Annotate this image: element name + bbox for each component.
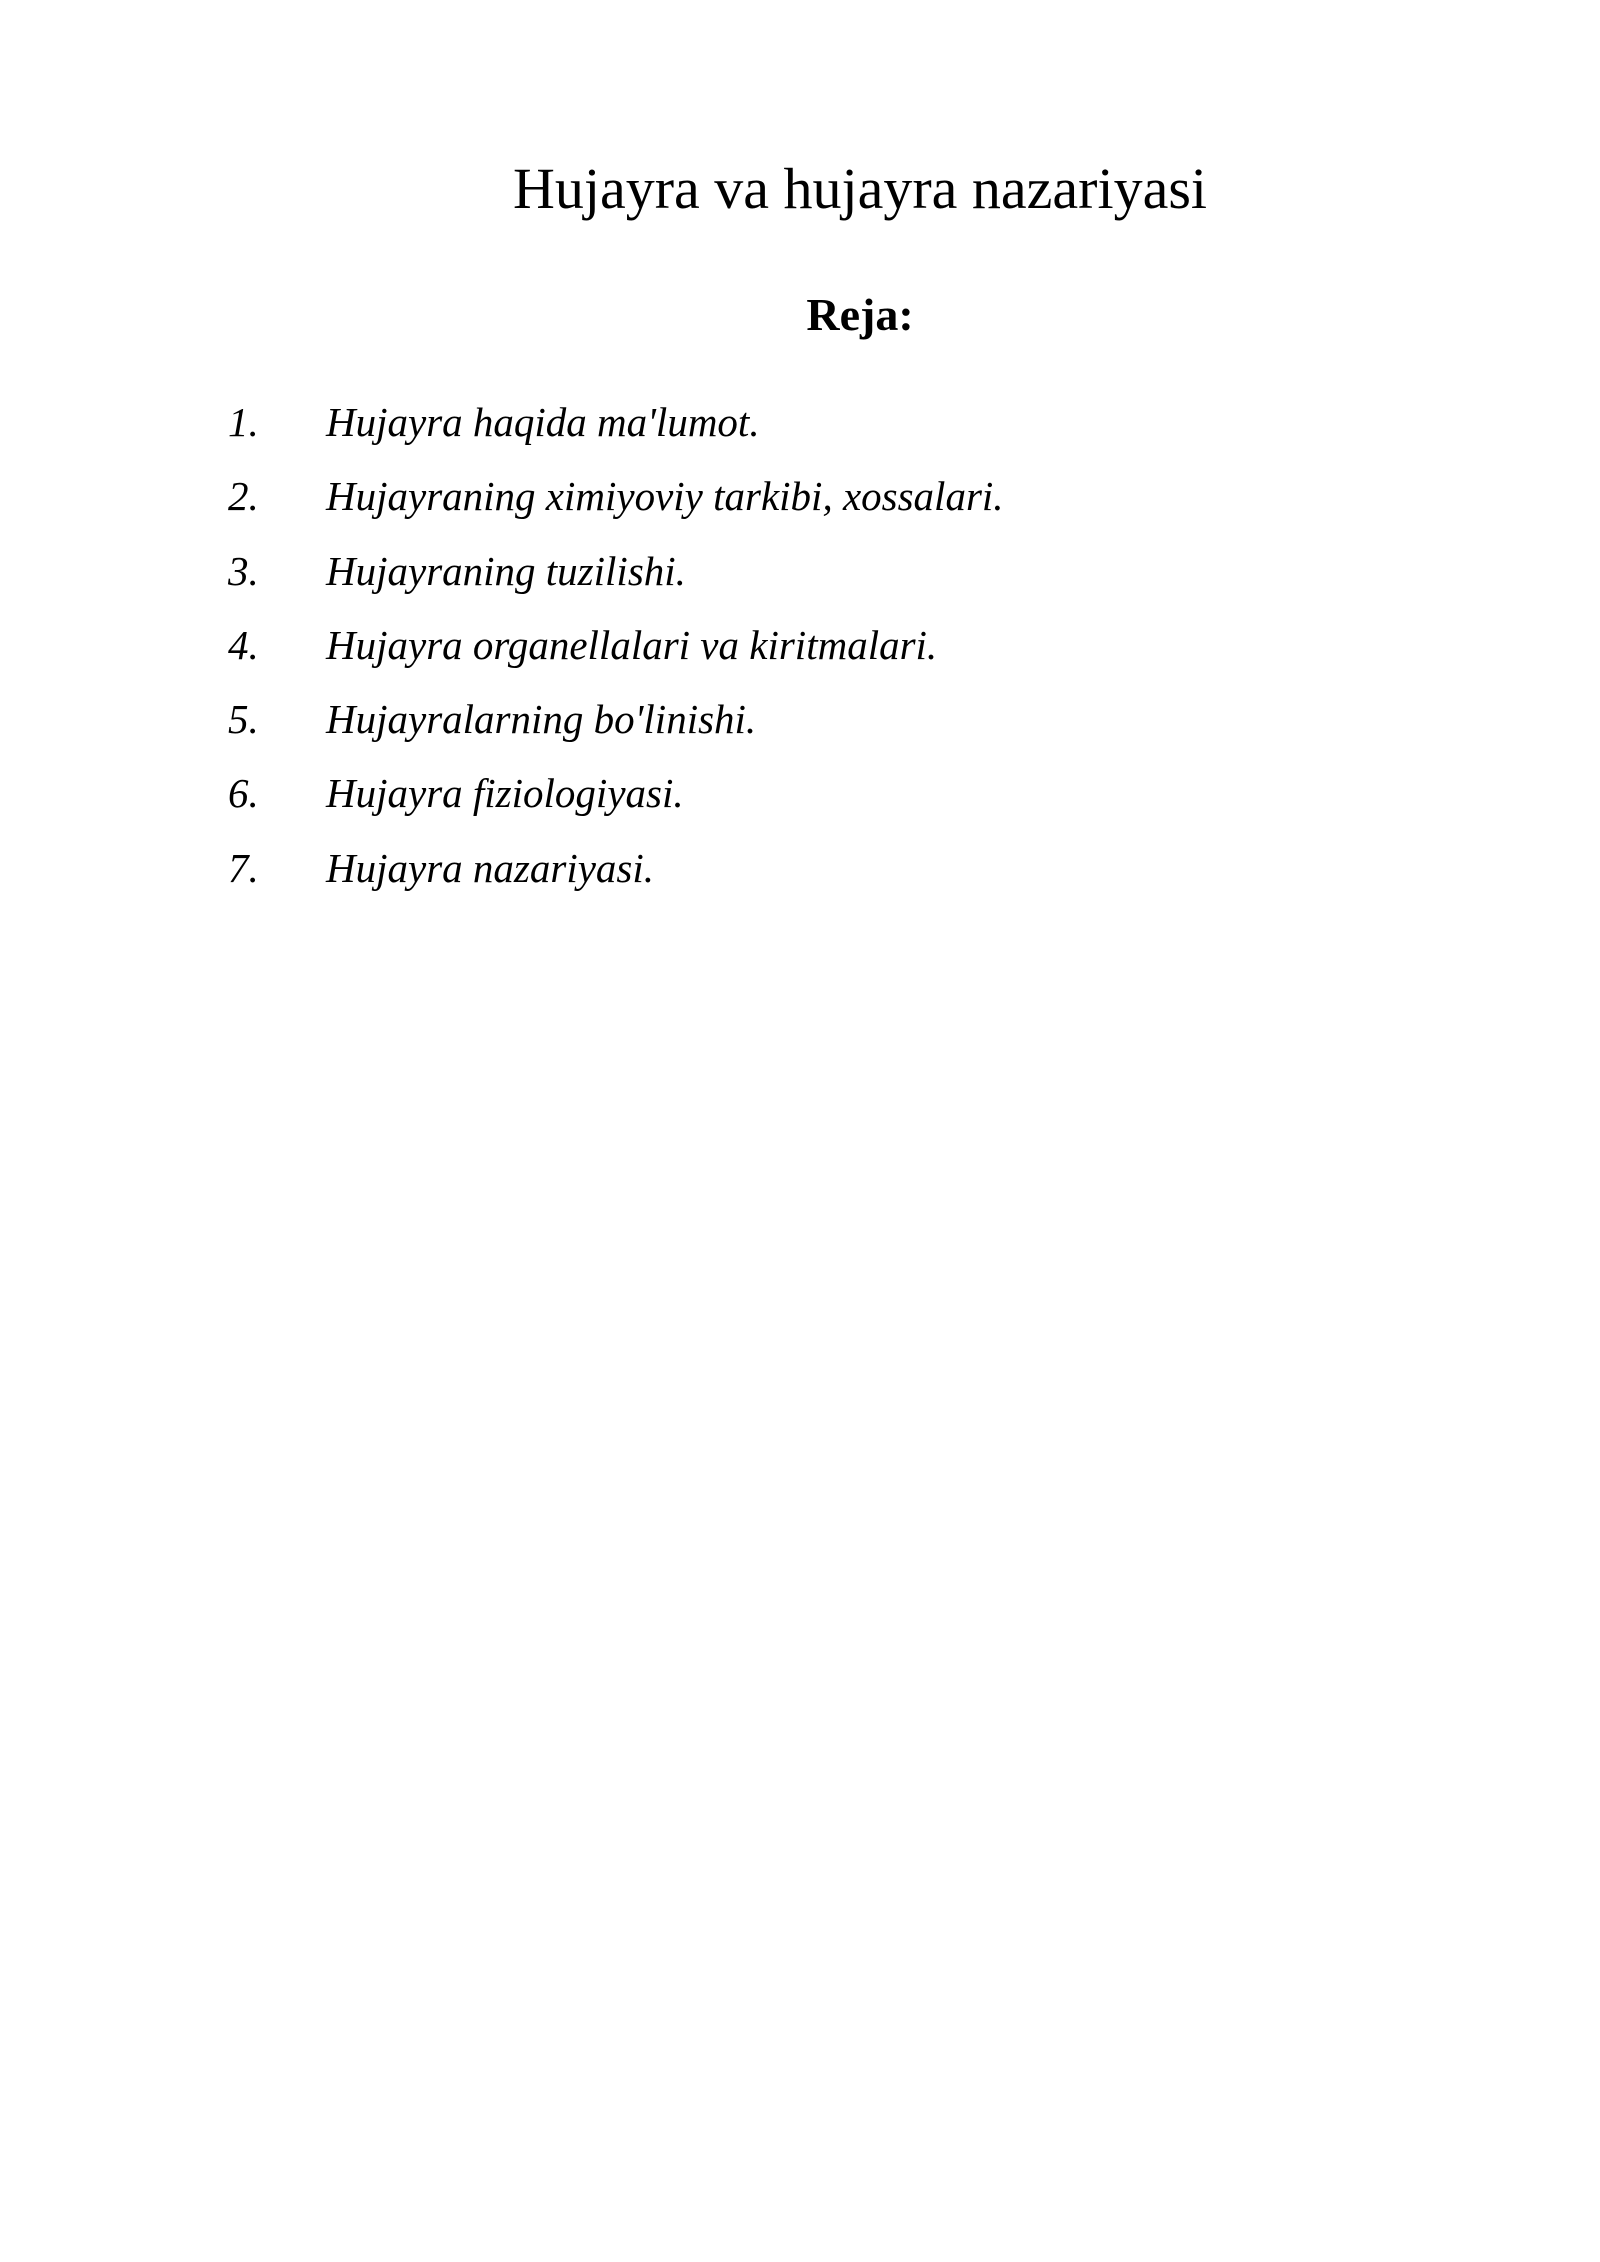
plan-item-text: Hujayra fiziologiyasi. [326,770,684,817]
plan-item-text: Hujayra organellalari va kiritmalari. [326,621,938,668]
plan-item-text: Hujayra haqida ma'lumot. [326,399,760,445]
plan-item-text: Hujayraning ximiyoviy tarkibi, xossalari. [326,473,1004,520]
plan-item-number: 4. [228,621,259,668]
plan-heading: Reja: [806,289,914,340]
plan-item-number: 2. [228,473,259,520]
plan-item-text: Hujayralarning bo'linishi. [326,696,757,743]
document-title: Hujayra va hujayra nazariyasi [512,156,1208,221]
plan-item-number: 5. [228,696,259,743]
plan-item-text: Hujayraning tuzilishi. [326,547,686,594]
plan-item-text: Hujayra nazariyasi. [326,844,654,891]
plan-item-number: 6. [228,770,259,817]
plan-item-number: 7. [228,844,259,891]
plan-item-number: 1. [228,399,259,445]
plan-item-number: 3. [228,547,259,594]
